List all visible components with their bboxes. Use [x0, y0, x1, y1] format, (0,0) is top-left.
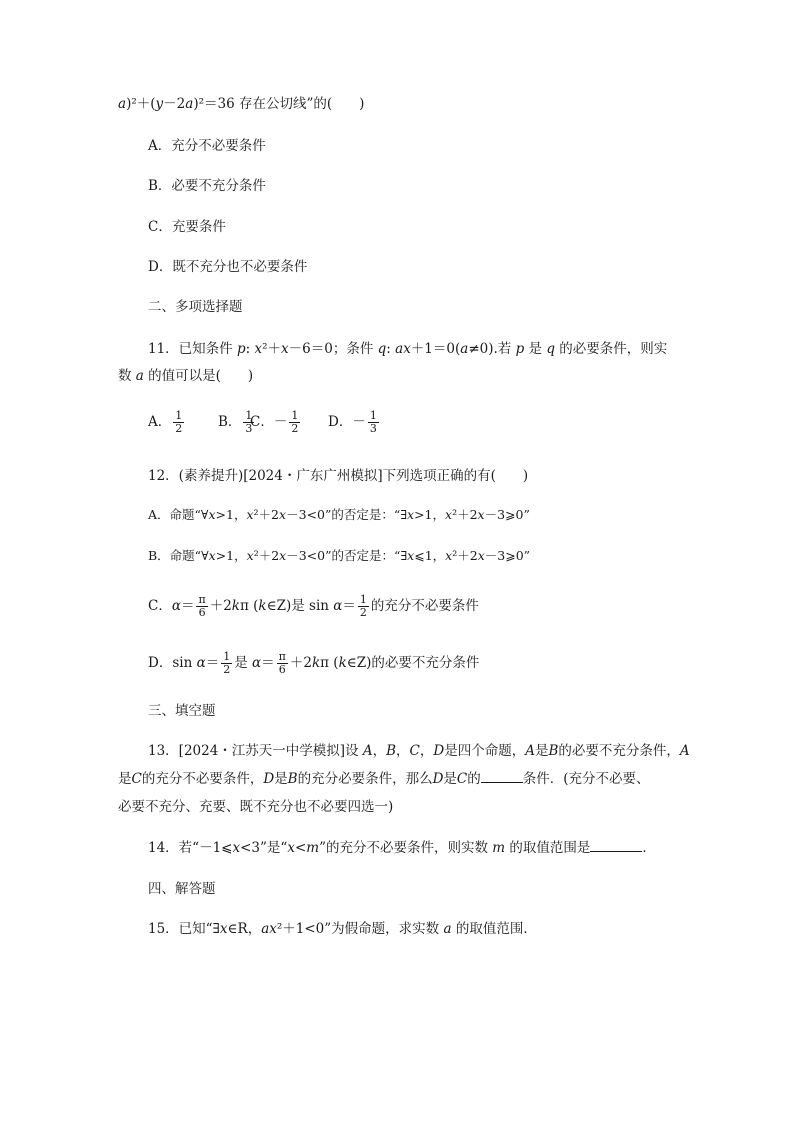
answer-blank[interactable] [481, 770, 523, 783]
q10-option-b: B．必要不充分条件 [148, 178, 266, 194]
section-heading-multiple-choice: 二、多项选择题 [148, 299, 243, 315]
q13-stem-line2: 是C的充分不必要条件，D是B的充分必要条件，那么D是C的 条件．(充分不必要、 [118, 771, 650, 787]
q11-option-c: C．－ $\frac{1}{2}$ [250, 409, 299, 435]
q11-option-d: D．－ $\frac{1}{3}$ [328, 409, 377, 435]
q12-stem: 12．(素养提升)[2024・广东广州模拟]下列选项正确的有( ) [148, 468, 529, 484]
q11-option-b: B． $\frac{1}{3}$ [218, 409, 253, 435]
q14-stem: 14．若“－1⩽x<3”是“x<m”的充分不必要条件，则实数 m 的取值范围是 ． [148, 840, 656, 856]
q10-option-c: C．充要条件 [148, 219, 226, 235]
q13-stem-line1: 13．[2024・江苏天一中学模拟]设 A，B，C，D是四个命题，A是B的必要不充分条件，A [148, 743, 690, 759]
q10-option-a: A．充分不必要条件 [148, 138, 266, 154]
q13-stem-line3: 必要不充分、充要、既不充分也不必要四选一) [118, 799, 394, 815]
q11-option-a: A． $\frac{1}{2}$ [148, 409, 183, 435]
fraction: $\frac{1}{2}$ [223, 650, 231, 676]
fraction: $\frac{1}{2}$ [359, 593, 367, 619]
section-heading-fill-blank: 三、填空题 [148, 703, 216, 719]
q11-stem-line1: 11．已知条件 p: x²＋x－6＝0；条件 q: ax＋1＝0(a≠0).若 p 是 q 的必要条件，则实 [148, 341, 668, 357]
answer-blank[interactable] [590, 839, 642, 852]
fraction: $\frac{1}{3}$ [245, 409, 253, 435]
q12-option-c: C．α＝ $\frac{\pi}{6}$ ＋2kπ (k∈Z)是 sin α＝ $\frac{1}{2}$ 的充分不必要条件 [148, 593, 479, 619]
q12-option-d: D．sin α＝ $\frac{1}{2}$ 是 α＝ $\frac{\pi}{6}$ ＋2kπ (k∈Z)的必要不充分条件 [148, 650, 480, 676]
q12-option-b: B．命题“∀x>1，x²＋2x－3<0”的否定是：“∃x⩽1，x²＋2x－3⩾0” [148, 548, 531, 563]
q12-option-a: A．命题“∀x>1，x²＋2x－3<0”的否定是：“∃x>1，x²＋2x－3⩾0” [148, 507, 530, 522]
q10-stem-tail: a)²＋(y－2a)²＝36 存在公切线”的( ) [118, 96, 365, 112]
q15-stem: 15．已知“∃x∈R，ax²＋1<0”为假命题，求实数 a 的取值范围． [148, 921, 537, 937]
q10-option-d: D．既不充分也不必要条件 [148, 259, 308, 275]
section-heading-solution: 四、解答题 [148, 881, 216, 897]
fraction: $\frac{1}{2}$ [291, 409, 299, 435]
fraction: $\frac{1}{3}$ [369, 409, 377, 435]
fraction: $\frac{\pi}{6}$ [278, 650, 286, 676]
fraction: $\frac{\pi}{6}$ [198, 593, 206, 619]
q11-stem-line2: 数 a 的值可以是( ) [118, 368, 254, 384]
fraction: $\frac{1}{2}$ [175, 409, 183, 435]
